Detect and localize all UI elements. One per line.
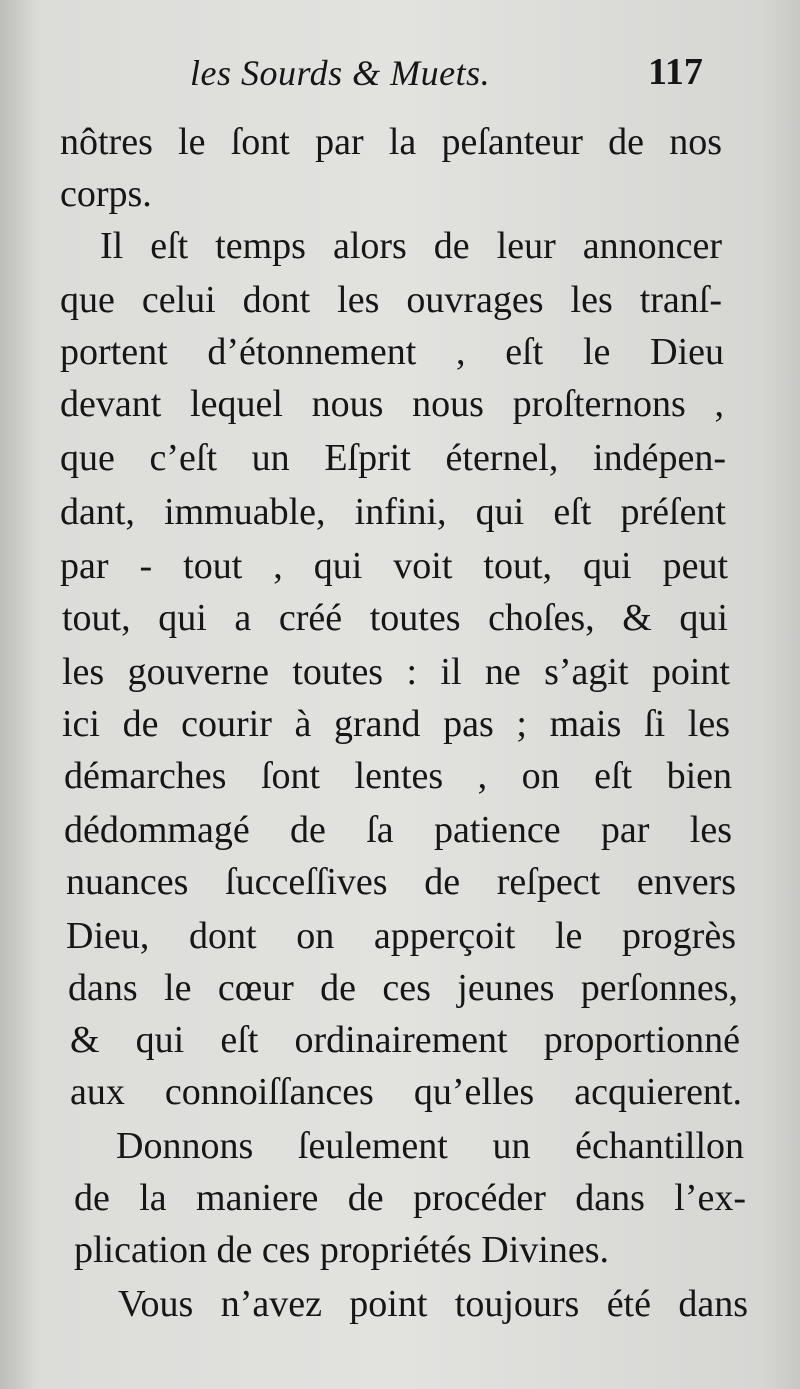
text-line: dédommagé de ſa patience par les bbox=[64, 809, 732, 851]
text-line: de la maniere de procéder dans l’ex- bbox=[74, 1177, 746, 1219]
text-line: plication de ces propriétés Divines. bbox=[74, 1229, 610, 1271]
text-line: dans le cœur de ces jeunes perſonnes, bbox=[68, 967, 738, 1009]
text-line: devant lequel nous nous proſternons , bbox=[60, 383, 724, 425]
text-line: que celui dont les ouvrages les tranſ- bbox=[60, 279, 722, 321]
page-header bbox=[0, 44, 800, 104]
text-line: & qui eſt ordinairement proportionné bbox=[70, 1019, 740, 1061]
page-number: 117 bbox=[648, 51, 703, 93]
text-line: les gouverne toutes : il ne s’agit point bbox=[62, 651, 730, 693]
text-line: démarches ſont lentes , on eſt bien bbox=[64, 755, 732, 797]
text-line: aux connoiſſances qu’elles acquierent. bbox=[70, 1071, 742, 1113]
text-line: Il eſt temps alors de leur annoncer bbox=[100, 225, 722, 267]
text-line: nôtres le ſont par la peſanteur de nos bbox=[60, 121, 722, 163]
text-line: par - tout , qui voit tout, qui peut bbox=[60, 545, 728, 587]
running-head: les Sourds & Muets. bbox=[190, 53, 491, 93]
text-line: que c’eſt un Eſprit éternel, indépen- bbox=[60, 437, 726, 479]
text-line: ici de courir à grand pas ; mais ſi les bbox=[62, 703, 730, 745]
text-line: dant, immuable, infini, qui eſt préſent bbox=[60, 491, 726, 533]
text-line: Vous n’avez point toujours été dans bbox=[118, 1283, 748, 1325]
text-line: Donnons ſeulement un échantillon bbox=[116, 1125, 744, 1167]
text-line: tout, qui a créé toutes choſes, & qui bbox=[62, 597, 728, 639]
text-line: portent d’étonnement , eſt le Dieu bbox=[60, 331, 724, 373]
text-line: nuances ſucceſſives de reſpect envers bbox=[66, 861, 736, 903]
text-line: Dieu, dont on apperçoit le progrès bbox=[66, 915, 736, 957]
text-line: corps. bbox=[60, 173, 152, 215]
